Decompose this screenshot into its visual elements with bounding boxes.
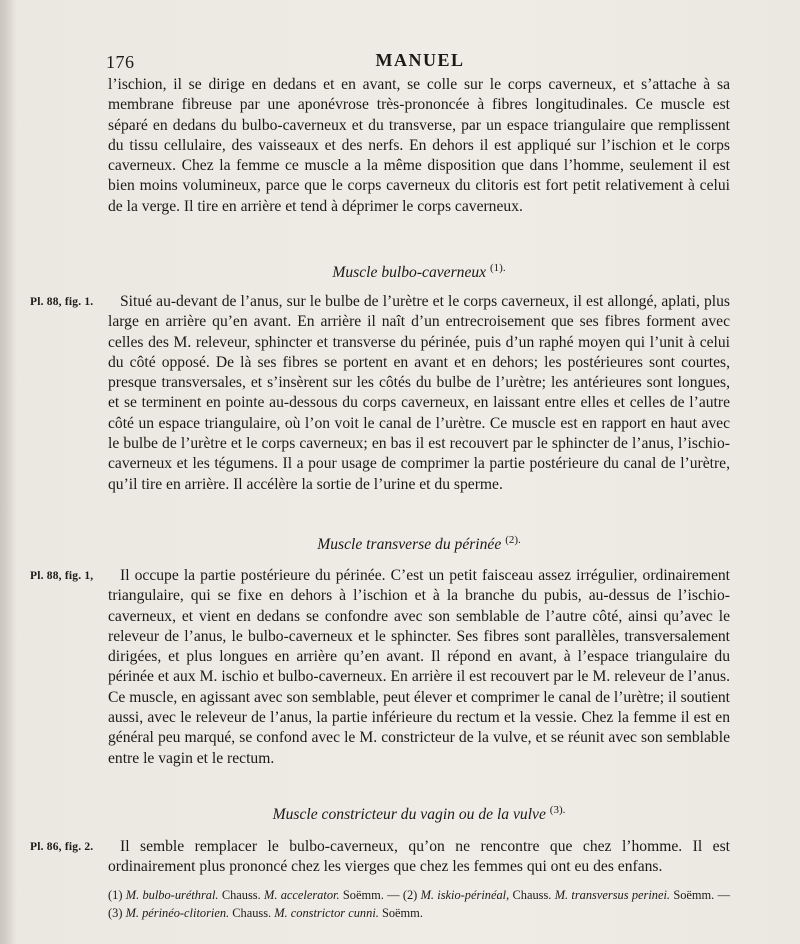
footnote-3-term-a: M. périnéo-clitorien. bbox=[125, 906, 230, 920]
margin-ref-plate-3: Pl. 86, fig. 2. bbox=[30, 841, 94, 853]
footnote-ref-3: (3). bbox=[549, 804, 566, 816]
footnote-2-term-b: M. transversus perinei. bbox=[554, 888, 671, 902]
footnote-1-term-a: M. bulbo-uréthral. bbox=[125, 888, 219, 902]
section-title-text: Muscle transverse du périnée bbox=[317, 536, 502, 554]
page-gutter-shadow bbox=[0, 0, 14, 944]
footnote-1-author-a: Chauss. bbox=[218, 888, 265, 902]
section-title-text: Muscle bulbo-caverneux bbox=[332, 264, 487, 282]
footnote-1-author-b: Soëmm. — bbox=[339, 888, 403, 902]
footnotes bbox=[108, 886, 730, 922]
footnote-1-number: (1) bbox=[108, 888, 123, 902]
footnote-2-author-b: Soëmm. — bbox=[670, 888, 730, 902]
margin-ref-plate-1: Pl. 88, fig. 1. bbox=[30, 296, 94, 308]
footnote-3-number: (3) bbox=[108, 906, 123, 920]
footnote-ref-1: (1). bbox=[490, 262, 506, 274]
footnote-2-term-a: M. iskio-périnéal, bbox=[420, 888, 510, 902]
paragraph-transverse-perinee: Il occupe la partie postérieure du périnée. C’est un petit faisceau assez irrégulier, ordinairement triangulaire, qui se fixe en dehors à l’ischion et à la branche du pubis, au-dessus de l’ischio-caverneux, et vient en dedans se confondre avec son semblable de l’autre côté, ainsi qu’avec le releveur de l’anus, le bulbo-caverneux et le sphincter. Ses fibres sont parallèles, transversalement dirigées, et plus longues en arrière qu’en avant. Il répond en avant, à l’espace triangulaire du périnée et aux M. ischio et bulbo-caverneux. En arrière il est recouvert par le M. releveur de l’anus. Ce muscle, en agissant avec son semblable, peut élever et comprimer le canal de l’urètre; il soutient aussi, avec le releveur de l’anus, la partie inférieure du rectum et la vessie. Chez la femme il est en général peu marqué, se confond avec le M. constricteur de la vulve, et se réunit avec son semblable entre le vagin et le rectum. bbox=[108, 567, 730, 767]
footnote-2-number: (2) bbox=[402, 888, 418, 902]
footnote-3-term-b: M. constrictor cunni. bbox=[274, 906, 379, 920]
section-title-bulbo-caverneux bbox=[108, 258, 730, 283]
running-head: MANUEL bbox=[375, 50, 465, 70]
section-title-transverse-perinee bbox=[108, 530, 730, 555]
footnote-2-author-a: Chauss. bbox=[509, 888, 555, 902]
paragraph-ischio-caverneux-end: l’ischion, il se dirige en dedans et en avant, se colle sur le corps caverneux, et s’attache à sa membrane fibreuse par une aponévrose très-prononcée à fibres longitudinales. Ce muscle est séparé en dedans du bulbo-caverneux et du transverse, par un espace triangulaire que remplissent du tissu cellulaire, des vaisseaux et des nerfs. En dehors il est appliqué sur l’ischion et le corps caverneux. Chez la femme ce muscle a la même disposition que dans l’homme, seulement il est bien moins volumineux, parce que le corps caverneux du clitoris est fort petit relativement à celui de la verge. Il tire en arrière et tend à déprimer le corps caverneux. bbox=[108, 76, 730, 215]
paragraph-constricteur-vulve: Il semble remplacer le bulbo-caverneux, qu’on ne rencontre que chez l’homme. Il est ordinairement plus prononcé chez les vierges que chez les femmes qui ont eu des enfans. bbox=[108, 838, 730, 876]
footnote-3-author-a: Chauss. bbox=[229, 906, 275, 920]
footnote-ref-2: (2). bbox=[505, 534, 521, 546]
page-header bbox=[0, 48, 800, 76]
footnote-1-term-b: M. accelerator. bbox=[264, 888, 340, 902]
section-title-text: Muscle constricteur du vagin ou de la vulve bbox=[272, 806, 546, 824]
section-title-constricteur-vulve bbox=[108, 800, 730, 825]
paragraph-bulbo-caverneux: Situé au-devant de l’anus, sur le bulbe de l’urètre et le corps caverneux, il est allongé, aplati, plus large en arrière qu’en avant. En arrière il naît d’un entrecroisement que ses fibres forment avec celles des M. releveur, sphincter et transverse du périnée, puis d’un raphé moyen qui l’unit à celui du côté opposé. De là ses fibres se portent en avant et en dehors; les postérieures sont courtes, presque transversales, et s’insèrent sur les côtés du bulbe de l’urètre; les antérieures sont longues, et se terminent en pointe au-dessous du corps caverneux, en laissant entre elles et celles de l’autre côté un espace triangulaire, où l’on voit le canal de l’urètre. Ce muscle est en rapport en haut avec le bulbe de l’urètre et le corps caverneux; en bas il est recouvert par le sphincter de l’anus, l’ischio-caverneux et les tégumens. Il a pour usage de comprimer la partie postérieure du canal de l’urètre, qu’il tire en arrière. Il accélère la sortie de l’urine et du sperme. bbox=[108, 293, 730, 493]
footnote-3-author-b: Soëmm. bbox=[378, 906, 423, 920]
margin-ref-plate-2: Pl. 88, fig. 1, bbox=[30, 570, 94, 582]
page-number: 176 bbox=[106, 52, 135, 72]
